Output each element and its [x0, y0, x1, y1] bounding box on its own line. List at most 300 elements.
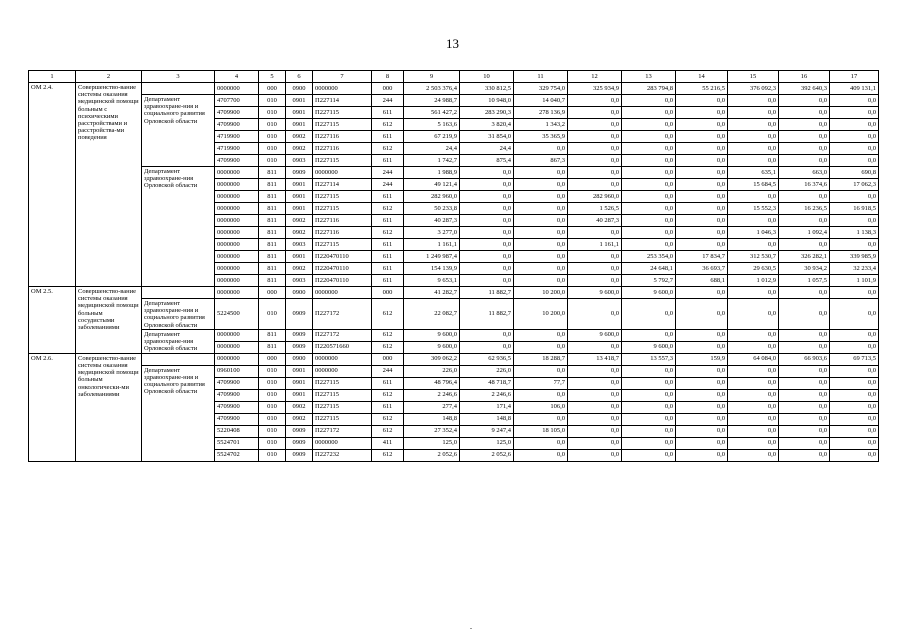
data-cell: 24 988,7 [404, 95, 460, 107]
data-cell: 9 600,0 [568, 329, 622, 341]
data-cell: 0,0 [514, 203, 568, 215]
data-cell: 27 352,4 [404, 425, 460, 437]
data-cell: 0000000 [215, 329, 259, 341]
data-cell: П227116 [313, 215, 372, 227]
data-cell: 0,0 [622, 155, 676, 167]
column-number-header: 1 [29, 71, 76, 83]
data-cell: 0,0 [830, 437, 879, 449]
data-cell: 1 249 987,4 [404, 251, 460, 263]
data-cell: 000 [372, 83, 404, 95]
data-cell: 0,0 [460, 341, 514, 353]
data-cell: 0,0 [779, 389, 830, 401]
data-cell: 0902 [286, 215, 313, 227]
data-cell: 561 427,2 [404, 107, 460, 119]
data-cell: 282 960,0 [568, 191, 622, 203]
data-cell: 612 [372, 341, 404, 353]
data-cell: 0,0 [830, 449, 879, 461]
data-cell: 0909 [286, 329, 313, 341]
data-cell: 0,0 [622, 131, 676, 143]
data-cell: 106,0 [514, 401, 568, 413]
header-row [29, 71, 879, 83]
data-cell: 0,0 [779, 413, 830, 425]
data-cell: 0,0 [830, 401, 879, 413]
data-cell: 611 [372, 215, 404, 227]
data-cell: 409 131,1 [830, 83, 879, 95]
data-cell: 0901 [286, 179, 313, 191]
data-cell: 5 163,6 [404, 119, 460, 131]
data-cell: 0,0 [568, 179, 622, 191]
data-cell: 0,0 [460, 239, 514, 251]
data-cell: 2 503 376,4 [404, 83, 460, 95]
data-cell: 329 754,0 [514, 83, 568, 95]
data-cell: 0,0 [568, 299, 622, 330]
data-cell: 0,0 [622, 143, 676, 155]
data-cell: 376 092,3 [728, 83, 779, 95]
data-cell: 0,0 [830, 329, 879, 341]
data-cell: 0,0 [568, 401, 622, 413]
data-cell: 62 936,5 [460, 353, 514, 365]
data-cell: 0,0 [568, 155, 622, 167]
data-cell: 0000000 [313, 83, 372, 95]
data-cell: 0,0 [676, 227, 728, 239]
data-cell: 0,0 [728, 401, 779, 413]
data-cell: 0,0 [460, 263, 514, 275]
data-cell: 64 084,0 [728, 353, 779, 365]
data-cell: 0901 [286, 389, 313, 401]
data-cell: 10 948,0 [460, 95, 514, 107]
data-cell: 611 [372, 155, 404, 167]
data-cell: 0,0 [830, 215, 879, 227]
data-cell: 244 [372, 365, 404, 377]
column-number-header: 7 [313, 71, 372, 83]
data-cell: 000 [259, 287, 286, 299]
data-cell: 000 [372, 353, 404, 365]
data-cell: 0901 [286, 377, 313, 389]
data-cell: 325 934,9 [568, 83, 622, 95]
data-cell: 0,0 [622, 389, 676, 401]
data-cell: 0,0 [622, 401, 676, 413]
data-cell: 811 [259, 191, 286, 203]
data-cell: 283 794,8 [622, 83, 676, 95]
data-cell: 0909 [286, 437, 313, 449]
data-cell: 159,9 [676, 353, 728, 365]
data-cell: 0000000 [215, 275, 259, 287]
data-cell: 0,0 [622, 95, 676, 107]
data-cell: 0,0 [676, 341, 728, 353]
data-cell: 253 354,0 [622, 251, 676, 263]
data-cell: 0,0 [830, 365, 879, 377]
data-cell: 1 742,7 [404, 155, 460, 167]
data-cell: 226,0 [404, 365, 460, 377]
data-cell: 0,0 [568, 389, 622, 401]
table-row [29, 329, 879, 341]
data-cell: 9 600,0 [568, 287, 622, 299]
data-cell: 22 082,7 [404, 299, 460, 330]
data-cell: 1 161,1 [404, 239, 460, 251]
data-cell: 0,0 [568, 263, 622, 275]
data-cell: 0,0 [676, 449, 728, 461]
data-cell: 0,0 [779, 425, 830, 437]
data-cell: 811 [259, 215, 286, 227]
data-cell: 0,0 [728, 341, 779, 353]
empty-cell [142, 287, 215, 299]
data-cell: 14 040,7 [514, 95, 568, 107]
data-cell: 611 [372, 377, 404, 389]
data-cell: 0,0 [779, 215, 830, 227]
data-cell: 0,0 [676, 203, 728, 215]
data-cell: 1 526,5 [568, 203, 622, 215]
data-cell: 0,0 [728, 191, 779, 203]
data-cell: 875,4 [460, 155, 514, 167]
data-cell: 811 [259, 341, 286, 353]
data-cell: 811 [259, 239, 286, 251]
data-cell: 611 [372, 251, 404, 263]
data-cell: 244 [372, 167, 404, 179]
data-cell: 0902 [286, 143, 313, 155]
data-cell: 0,0 [622, 239, 676, 251]
column-number-header: 17 [830, 71, 879, 83]
data-cell: 0,0 [568, 341, 622, 353]
data-cell: 0,0 [728, 329, 779, 341]
data-cell: 0,0 [514, 227, 568, 239]
data-cell: П220470110 [313, 263, 372, 275]
data-cell: 41 282,7 [404, 287, 460, 299]
data-cell: 0,0 [514, 179, 568, 191]
data-cell: 49 121,4 [404, 179, 460, 191]
data-cell: 0,0 [568, 119, 622, 131]
data-cell: 9 600,0 [622, 341, 676, 353]
data-cell: 612 [372, 227, 404, 239]
measure-description: Совершенство-вание системы оказания медицинской помощи больным сосудистыми заболеваниями [76, 287, 142, 354]
data-cell: 283 290,3 [460, 107, 514, 119]
data-cell: 0902 [286, 263, 313, 275]
data-cell: 010 [259, 131, 286, 143]
data-cell: 0,0 [830, 341, 879, 353]
data-cell: П227115 [313, 119, 372, 131]
data-cell: 0,0 [779, 107, 830, 119]
data-cell: 339 985,9 [830, 251, 879, 263]
measure-code: ОМ 2.4. [29, 83, 76, 287]
data-cell: 0000000 [215, 215, 259, 227]
data-cell: П227172 [313, 299, 372, 330]
data-cell: 010 [259, 95, 286, 107]
data-cell: 0,0 [830, 107, 879, 119]
data-cell: 612 [372, 143, 404, 155]
data-cell: П227116 [313, 131, 372, 143]
table-row [29, 299, 879, 330]
department-name: Департамент здравоохране-ния Орловской области [142, 167, 215, 287]
data-cell: 0,0 [779, 365, 830, 377]
data-cell: 0000000 [215, 83, 259, 95]
data-cell: 0,0 [622, 437, 676, 449]
data-cell: 0,0 [514, 143, 568, 155]
data-cell: 4719900 [215, 131, 259, 143]
data-cell: 3 820,4 [460, 119, 514, 131]
data-cell: 0,0 [622, 329, 676, 341]
data-cell: 010 [259, 119, 286, 131]
data-cell: 663,0 [779, 167, 830, 179]
data-cell: 4709900 [215, 107, 259, 119]
data-cell: 0,0 [568, 449, 622, 461]
data-cell: 30 934,2 [779, 263, 830, 275]
column-number-header: 12 [568, 71, 622, 83]
data-cell: 0,0 [460, 191, 514, 203]
data-cell: 0901 [286, 365, 313, 377]
data-cell: 0,0 [514, 167, 568, 179]
data-cell: 10 200,0 [514, 287, 568, 299]
data-cell: 0,0 [830, 239, 879, 251]
data-cell: 171,4 [460, 401, 514, 413]
data-cell: 811 [259, 251, 286, 263]
table-row [29, 353, 879, 365]
data-cell: 9 653,1 [404, 275, 460, 287]
data-cell: 0,0 [676, 401, 728, 413]
data-cell: 0,0 [676, 155, 728, 167]
data-cell: 612 [372, 329, 404, 341]
data-cell: 2 246,6 [404, 389, 460, 401]
data-cell: 612 [372, 449, 404, 461]
data-cell: 1 161,1 [568, 239, 622, 251]
column-number-header: 6 [286, 71, 313, 83]
measure-description: Совершенство-вание системы оказания медицинской помощи больным с психическими расстройствами и расстройства-ми поведения [76, 83, 142, 287]
data-cell: 611 [372, 263, 404, 275]
data-cell: 0,0 [622, 299, 676, 330]
table-row [29, 167, 879, 179]
data-cell: 55 216,5 [676, 83, 728, 95]
data-cell: 010 [259, 143, 286, 155]
data-cell: 0,0 [514, 341, 568, 353]
data-cell: 0,0 [676, 191, 728, 203]
data-cell: 0000000 [215, 263, 259, 275]
data-cell: 0,0 [676, 179, 728, 191]
data-cell: 0,0 [676, 299, 728, 330]
column-number-header: 16 [779, 71, 830, 83]
data-cell: 811 [259, 263, 286, 275]
data-cell: 0,0 [830, 413, 879, 425]
data-cell: 277,4 [404, 401, 460, 413]
column-number-header: 3 [142, 71, 215, 83]
data-cell: 0000000 [313, 437, 372, 449]
data-cell: 612 [372, 203, 404, 215]
data-cell: 0909 [286, 341, 313, 353]
data-cell: 0,0 [728, 413, 779, 425]
data-cell: 4709900 [215, 389, 259, 401]
data-cell: 0,0 [728, 425, 779, 437]
data-cell: 0,0 [514, 239, 568, 251]
data-cell: 309 062,2 [404, 353, 460, 365]
data-cell: 0,0 [676, 119, 728, 131]
data-cell: 0000000 [215, 353, 259, 365]
data-cell: 11 882,7 [460, 287, 514, 299]
data-cell: 0,0 [728, 143, 779, 155]
data-cell: 611 [372, 275, 404, 287]
data-cell: 278 136,9 [514, 107, 568, 119]
data-cell: 77,7 [514, 377, 568, 389]
data-cell: 0,0 [622, 365, 676, 377]
data-cell: 0903 [286, 155, 313, 167]
data-cell: 13 418,7 [568, 353, 622, 365]
data-cell: 0,0 [728, 95, 779, 107]
data-cell: П227172 [313, 329, 372, 341]
data-cell: 16 918,5 [830, 203, 879, 215]
data-cell: 0,0 [514, 215, 568, 227]
data-cell: 1 101,9 [830, 275, 879, 287]
data-cell: 1 138,3 [830, 227, 879, 239]
data-cell: 9 600,0 [404, 329, 460, 341]
column-number-header: 13 [622, 71, 676, 83]
measure-code: ОМ 2.5. [29, 287, 76, 354]
data-cell: П227172 [313, 425, 372, 437]
data-cell: П227116 [313, 143, 372, 155]
data-cell: 0,0 [622, 179, 676, 191]
data-cell: 0,0 [568, 365, 622, 377]
column-number-header: 9 [404, 71, 460, 83]
data-cell: 0,0 [568, 167, 622, 179]
data-cell: 0,0 [676, 329, 728, 341]
data-cell: 0,0 [568, 143, 622, 155]
data-cell: 0,0 [779, 131, 830, 143]
data-cell: 0,0 [779, 299, 830, 330]
data-cell: 0,0 [514, 191, 568, 203]
data-cell: 010 [259, 425, 286, 437]
data-cell: 000 [259, 353, 286, 365]
data-cell: 0000000 [215, 167, 259, 179]
data-cell: 154 139,9 [404, 263, 460, 275]
data-cell: 0,0 [622, 413, 676, 425]
data-cell: 1 988,9 [404, 167, 460, 179]
data-cell: 0,0 [830, 287, 879, 299]
data-cell: 0,0 [676, 377, 728, 389]
data-cell: 1 343,2 [514, 119, 568, 131]
data-cell: 811 [259, 227, 286, 239]
data-cell: 611 [372, 401, 404, 413]
data-cell: 0,0 [779, 143, 830, 155]
data-cell: 0,0 [676, 389, 728, 401]
data-cell: 0,0 [830, 95, 879, 107]
data-cell: 2 052,6 [460, 449, 514, 461]
data-cell: 0,0 [622, 107, 676, 119]
data-cell: 16 236,5 [779, 203, 830, 215]
data-cell: 0,0 [779, 341, 830, 353]
data-cell: 282 960,0 [404, 191, 460, 203]
data-cell: 0,0 [728, 449, 779, 461]
data-cell: 0,0 [728, 239, 779, 251]
data-cell: 9 600,0 [622, 287, 676, 299]
data-cell: П220470110 [313, 251, 372, 263]
data-cell: 35 365,9 [514, 131, 568, 143]
data-cell: 148,8 [460, 413, 514, 425]
data-cell: 010 [259, 413, 286, 425]
data-cell: 0,0 [779, 449, 830, 461]
data-cell: 11 882,7 [460, 299, 514, 330]
data-cell: 0,0 [728, 437, 779, 449]
data-cell: 0902 [286, 131, 313, 143]
data-cell: 811 [259, 203, 286, 215]
data-cell: 148,8 [404, 413, 460, 425]
data-cell: 688,1 [676, 275, 728, 287]
data-cell: 0,0 [568, 251, 622, 263]
data-cell: 0,0 [676, 437, 728, 449]
data-cell: 0000000 [215, 251, 259, 263]
data-cell: 125,0 [404, 437, 460, 449]
data-cell: 66 903,6 [779, 353, 830, 365]
data-cell: 24 648,1 [622, 263, 676, 275]
empty-cell [142, 83, 215, 95]
data-cell: 0000000 [215, 341, 259, 353]
data-cell: 1 057,5 [779, 275, 830, 287]
data-cell: 36 693,7 [676, 263, 728, 275]
measure-description: Совершенство-вание системы оказания медицинской помощи больным онкологически-ми заболеваниями [76, 353, 142, 461]
data-cell: 0,0 [830, 425, 879, 437]
data-cell: 5 792,7 [622, 275, 676, 287]
data-cell: 5524702 [215, 449, 259, 461]
data-cell: 0901 [286, 203, 313, 215]
data-cell: 0,0 [728, 377, 779, 389]
data-cell: 0000000 [313, 353, 372, 365]
data-cell: 612 [372, 413, 404, 425]
data-cell: 0,0 [622, 425, 676, 437]
data-cell: 0901 [286, 95, 313, 107]
data-cell: 0,0 [514, 365, 568, 377]
column-number-header: 10 [460, 71, 514, 83]
data-cell: П227115 [313, 239, 372, 251]
data-cell: 18 288,7 [514, 353, 568, 365]
data-cell: 0,0 [830, 377, 879, 389]
data-cell: 612 [372, 389, 404, 401]
data-cell: 010 [259, 107, 286, 119]
data-cell: П227115 [313, 389, 372, 401]
data-cell: 010 [259, 389, 286, 401]
data-cell: 010 [259, 437, 286, 449]
data-cell: 0901 [286, 107, 313, 119]
data-cell: П227114 [313, 179, 372, 191]
data-cell: 0,0 [830, 191, 879, 203]
data-cell: 0,0 [728, 299, 779, 330]
data-cell: 0,0 [779, 155, 830, 167]
data-cell: 0,0 [676, 365, 728, 377]
data-cell: 0,0 [779, 287, 830, 299]
column-number-header: 14 [676, 71, 728, 83]
data-cell: 0000000 [215, 179, 259, 191]
data-cell: 811 [259, 275, 286, 287]
department-name: Департамент здравоохране-ния и социального развития Орловской области [142, 365, 215, 461]
data-cell: 0,0 [676, 95, 728, 107]
data-cell: 0000000 [313, 287, 372, 299]
data-cell: 0,0 [676, 239, 728, 251]
data-cell: 0,0 [728, 287, 779, 299]
data-cell: 0903 [286, 275, 313, 287]
data-cell: 0,0 [779, 95, 830, 107]
data-cell: 24,4 [404, 143, 460, 155]
data-cell: 811 [259, 167, 286, 179]
table-row [29, 365, 879, 377]
data-cell: 0,0 [460, 251, 514, 263]
data-cell: 40 287,3 [404, 215, 460, 227]
data-cell: 611 [372, 131, 404, 143]
data-cell: 0000000 [215, 239, 259, 251]
data-cell: 0,0 [514, 413, 568, 425]
data-cell: 0,0 [514, 275, 568, 287]
data-cell: 13 557,3 [622, 353, 676, 365]
data-cell: 0902 [286, 401, 313, 413]
page-number: 13 [446, 36, 459, 51]
data-cell: 226,0 [460, 365, 514, 377]
data-cell: 0900 [286, 287, 313, 299]
data-cell: 0,0 [460, 203, 514, 215]
data-cell: 0900 [286, 83, 313, 95]
data-cell: 24,4 [460, 143, 514, 155]
data-cell: 0,0 [779, 239, 830, 251]
